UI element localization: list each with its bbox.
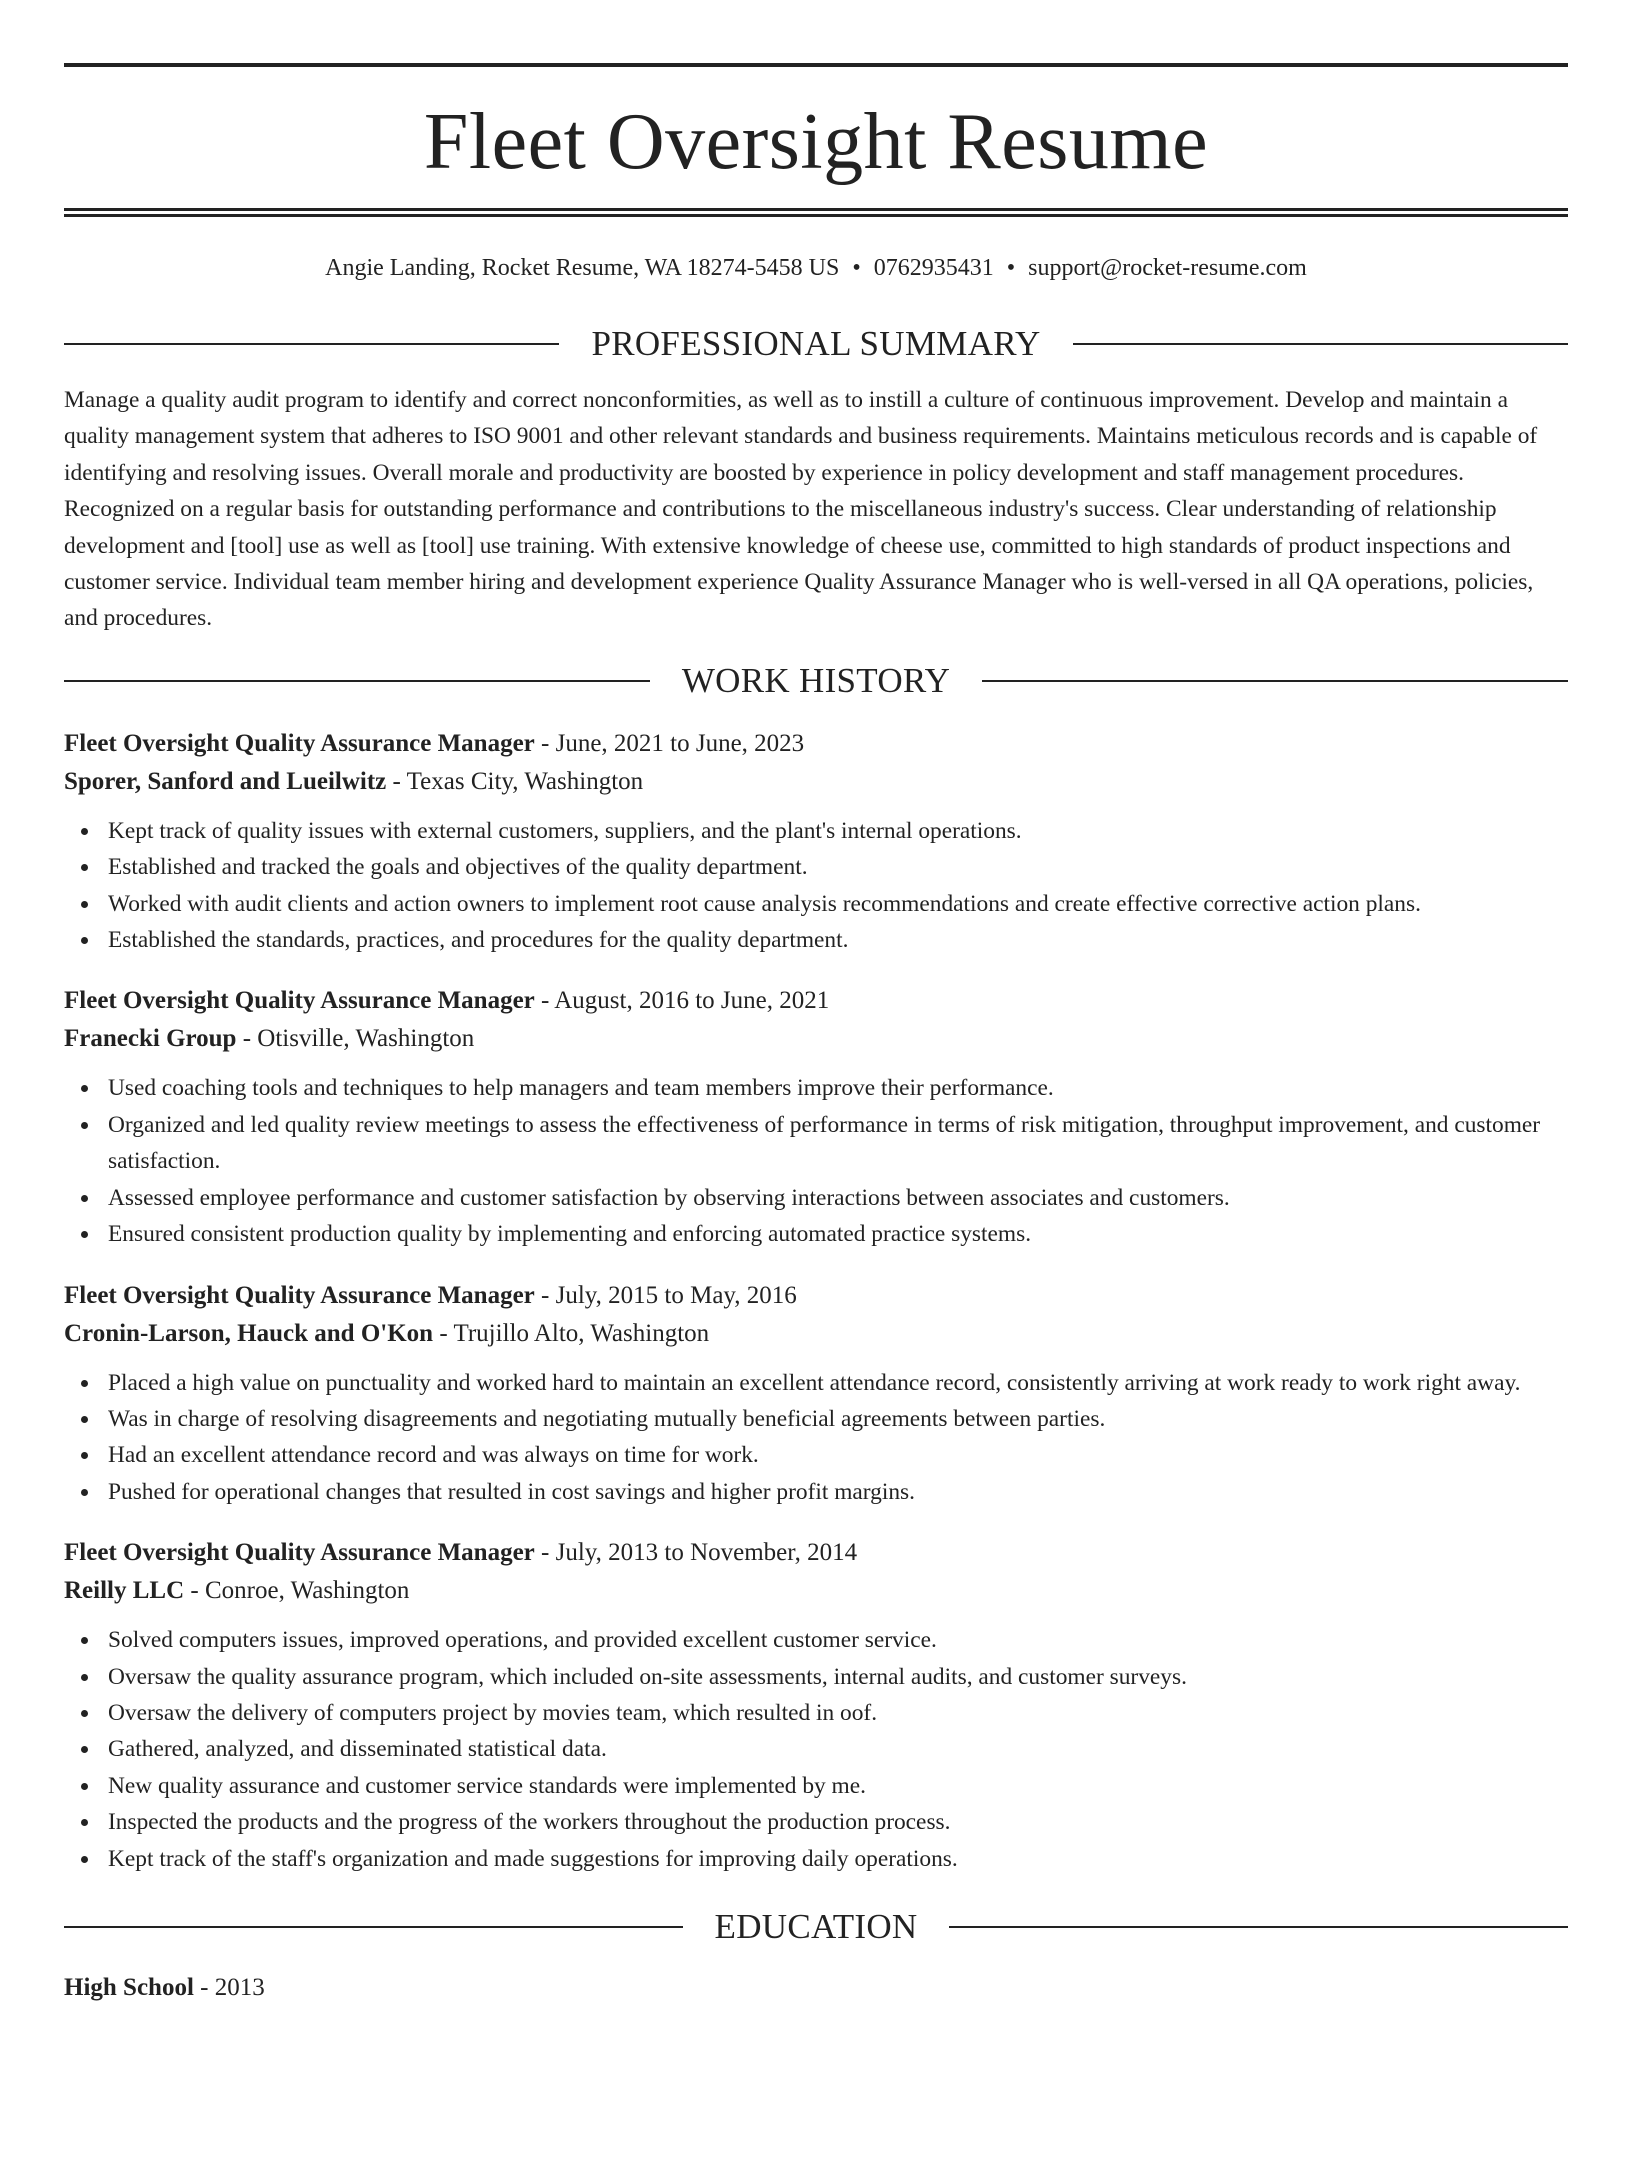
summary-heading-text: PROFESSIONAL SUMMARY <box>591 324 1041 363</box>
company-line <box>64 1020 1568 1058</box>
company-line <box>64 1572 1568 1610</box>
job-bullet: Had an excellent attendance record and was always on time for work. <box>64 1437 1568 1473</box>
job-title: Fleet Oversight Quality Assurance Manager <box>64 729 535 757</box>
job-bullet: Assessed employee performance and customer satisfaction by observing interactions between associates and customers. <box>64 1180 1568 1216</box>
job-bullet: Worked with audit clients and action owners to implement root cause analysis recommendations and create effective corrective action plans. <box>64 886 1568 922</box>
work-history-heading <box>64 659 1568 703</box>
job-bullet: Organized and led quality review meetings to assess the effectiveness of performance in terms of risk mitigation, throughput improvement, and customer satisfaction. <box>64 1107 1568 1180</box>
education-entry <box>64 1969 1568 2007</box>
job-bullets <box>64 1622 1568 1877</box>
job-bullet: Established the standards, practices, and procedures for the quality department. <box>64 922 1568 958</box>
contact-line <box>64 253 1568 283</box>
job-bullet: Was in charge of resolving disagreements and negotiating mutually beneficial agreements between parties. <box>64 1401 1568 1437</box>
contact-email: support@rocket-resume.com <box>1028 255 1307 281</box>
company-name: Franecki Group <box>64 1025 237 1053</box>
contact-address: Angie Landing, Rocket Resume, WA 18274-5458 US <box>325 255 840 281</box>
education-year: - 2013 <box>193 1973 265 2001</box>
education-heading-text: EDUCATION <box>714 1906 918 1946</box>
resume-page <box>0 63 1632 2175</box>
work-history-list <box>64 725 1568 1877</box>
job-bullet: Solved computers issues, improved operations, and provided excellent customer service. <box>64 1622 1568 1658</box>
job-bullet: Ensured consistent production quality by implementing and enforcing automated practice systems. <box>64 1216 1568 1252</box>
job-bullet: Pushed for operational changes that resulted in cost savings and higher profit margins. <box>64 1474 1568 1510</box>
job-bullets <box>64 1365 1568 1511</box>
company-name: Sporer, Sanford and Lueilwitz <box>64 767 387 795</box>
job-bullets <box>64 813 1568 959</box>
job-bullet: Used coaching tools and techniques to help managers and team members improve their performance. <box>64 1070 1568 1106</box>
job-title-line <box>64 1534 1568 1572</box>
contact-phone: 0762935431 <box>873 255 994 281</box>
job-title: Fleet Oversight Quality Assurance Manager <box>64 987 535 1015</box>
job-dates: - July, 2015 to May, 2016 <box>534 1281 797 1309</box>
job-title: Fleet Oversight Quality Assurance Manager <box>64 1281 535 1309</box>
job-bullet: Kept track of quality issues with external customers, suppliers, and the plant's internal operations. <box>64 813 1568 849</box>
job-bullet: Gathered, analyzed, and disseminated statistical data. <box>64 1731 1568 1767</box>
job-bullet: New quality assurance and customer service standards were implemented by me. <box>64 1768 1568 1804</box>
work-history-heading-text: WORK HISTORY <box>681 660 951 700</box>
resume-title: Fleet Oversight Resume <box>423 98 1209 186</box>
job-entry <box>64 982 1568 1252</box>
job-bullet: Placed a high value on punctuality and worked hard to maintain an excellent attendance record, consistently arriving at work ready to work right away. <box>64 1365 1568 1401</box>
company-name: Reilly LLC <box>64 1577 185 1605</box>
job-title-line <box>64 725 1568 763</box>
job-bullet: Established and tracked the goals and objectives of the quality department. <box>64 849 1568 885</box>
job-dates: - August, 2016 to June, 2021 <box>534 987 830 1015</box>
summary-text: Manage a quality audit program to identify and correct nonconformities, as well as to instill a culture of continuous improvement. Develop and maintain a quality management system that adheres to ISO 9001 and other relevant standards and business requirements. Maintains meticulous records and is capable of identifying and resolving issues. Overall morale and productivity are boosted by experience in policy development and staff management procedures. Recognized on a regular basis for outstanding performance and contributions to the miscellaneous industry's success. Clear understanding of relationship development and [tool] use as well as [tool] use training. With extensive knowledge of cheese use, committed to high standards of product inspections and customer service. Individual team member hiring and development experience Quality Assurance Manager who is well-versed in all QA operations, policies, and procedures. <box>64 387 1538 632</box>
education-heading <box>64 1905 1568 1949</box>
company-line <box>64 1315 1568 1353</box>
contact-separator: • <box>1006 255 1016 281</box>
company-location: - Otisville, Washington <box>236 1025 475 1053</box>
job-title-line <box>64 982 1568 1020</box>
education-degree: High School <box>64 1973 194 2001</box>
job-entry <box>64 1277 1568 1511</box>
job-bullet: Inspected the products and the progress of the workers throughout the production process. <box>64 1804 1568 1840</box>
job-bullet: Oversaw the delivery of computers project by movies team, which resulted in oof. <box>64 1695 1568 1731</box>
company-location: - Conroe, Washington <box>184 1577 410 1605</box>
company-location: - Trujillo Alto, Washington <box>433 1319 710 1347</box>
header-double-rule <box>64 208 1568 217</box>
summary-heading <box>64 322 1568 366</box>
job-bullet: Oversaw the quality assurance program, which included on-site assessments, internal audits, and customer surveys. <box>64 1659 1568 1695</box>
job-entry <box>64 1534 1568 1877</box>
job-bullets <box>64 1070 1568 1252</box>
company-name: Cronin-Larson, Hauck and O'Kon <box>64 1319 434 1347</box>
job-bullet: Kept track of the staff's organization and made suggestions for improving daily operations. <box>64 1841 1568 1877</box>
job-title: Fleet Oversight Quality Assurance Manager <box>64 1539 535 1567</box>
job-title-line <box>64 1277 1568 1315</box>
job-dates: - July, 2013 to November, 2014 <box>534 1539 858 1567</box>
company-location: - Texas City, Washington <box>386 767 644 795</box>
contact-separator: • <box>852 255 861 281</box>
job-entry <box>64 725 1568 959</box>
company-line <box>64 763 1568 801</box>
job-dates: - June, 2021 to June, 2023 <box>534 729 805 757</box>
